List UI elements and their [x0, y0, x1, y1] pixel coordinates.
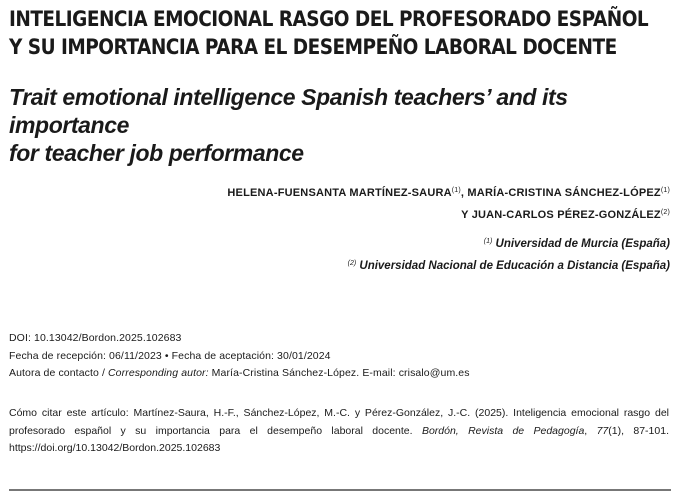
author-affiliation-mark: (1) [660, 187, 670, 194]
title-spanish [9, 6, 677, 62]
affiliation-mark: (2) [347, 260, 357, 267]
doi-line: DOI: 10.13042/Bordon.2025.102683 [9, 332, 182, 344]
affiliation-name: Universidad de Murcia (España) [495, 238, 670, 250]
dates-line: Fecha de recepción: 06/11/2023 • Fecha de aceptación: 30/01/2024 [9, 349, 331, 362]
citation-text: Cómo citar este artículo: Martínez-Saura, H.-F., Sánchez-López, M.-C. y Pérez-González, J.-C. (2025). Inteligencia emocional rasgo del profesorado español y su importancia para el desempeño laboral docente. [9, 407, 669, 437]
citation-volume: 77 [596, 424, 609, 437]
citation-block [9, 405, 669, 458]
section-divider [9, 489, 671, 491]
author-name: , MARÍA-CRISTINA SÁNCHEZ-LÓPEZ [460, 187, 661, 199]
citation-pages-doi: (1), 87-101. https://doi.org/10.13042/Bordon.2025.102683 [9, 424, 669, 454]
title-english-line1: Trait emotional intelligence Spanish teachers’ and its importance [9, 84, 568, 138]
contact-line [9, 365, 669, 383]
title-english [9, 83, 669, 167]
affiliation-list [170, 232, 670, 276]
citation-journal: Bordón, Revista de Pedagogía [421, 424, 585, 437]
contact-details: María-Cristina Sánchez-López. E-mail: crisalo@um.es [208, 367, 470, 379]
author-list [110, 181, 670, 225]
contact-prefix: Autora de contacto / [9, 367, 108, 379]
author-name: Y JUAN-CARLOS PÉREZ-GONZÁLEZ [461, 209, 661, 221]
contact-label: Corresponding autor: [108, 367, 209, 379]
author-affiliation-mark: (1) [451, 187, 461, 194]
citation-separator: , [584, 424, 597, 437]
author-name: HELENA-FUENSANTA MARTÍNEZ-SAURA [227, 187, 452, 199]
affiliation-name: Universidad Nacional de Educación a Distancia (España) [359, 260, 670, 272]
affiliation-mark: (1) [483, 238, 493, 245]
title-spanish-line1: INTELIGENCIA EMOCIONAL RASGO DEL PROFESORADO ESPAÑOL [9, 7, 649, 32]
title-spanish-line2: Y SU IMPORTANCIA PARA EL DESEMPEÑO LABORAL DOCENTE [9, 35, 617, 60]
author-affiliation-mark: (2) [660, 209, 670, 216]
title-english-line2: for teacher job performance [9, 140, 304, 166]
article-metadata [9, 330, 669, 383]
